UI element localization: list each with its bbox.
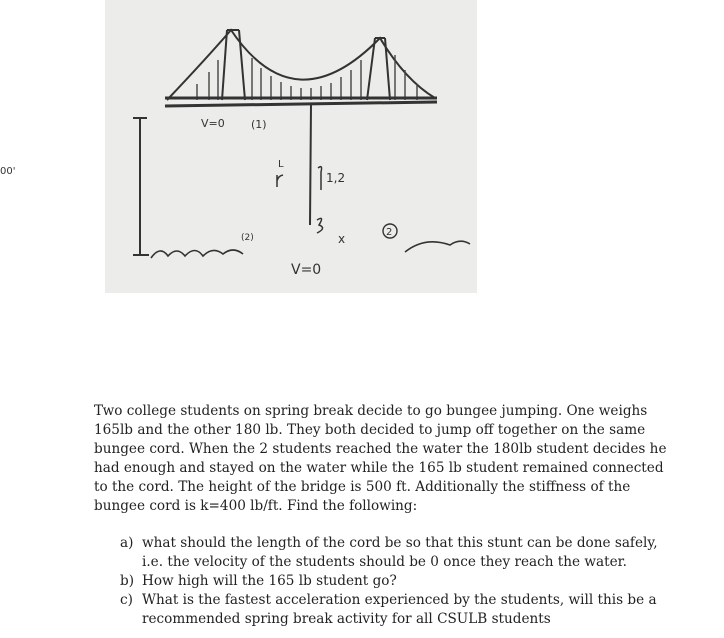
point-2-left-label: (2): [241, 233, 254, 243]
height-dimension-bracket: [133, 118, 149, 255]
stretch-label: x: [338, 232, 346, 246]
question-item-b: [120, 572, 694, 591]
cable-hangers: [197, 55, 417, 100]
bungee-cord: [310, 104, 311, 225]
problem-paragraph: [94, 402, 694, 517]
point-1-label: (1): [251, 118, 267, 131]
sketch-height-label: 00': [0, 166, 16, 177]
problem-line: bungee cord is k=400 lb/ft. Find the following:: [94, 498, 418, 515]
question-line: How high will the 165 lb student go?: [142, 572, 397, 589]
bridge-deck: [165, 98, 437, 106]
question-line: What is the fastest acceleration experienced by the students, will this be a: [142, 591, 657, 608]
problem-line: 165lb and the other 180 lb. They both decided to jump off together on the same: [94, 422, 646, 439]
question-line: recommended spring break activity for all CSULB students: [142, 610, 551, 627]
problem-statement: [94, 402, 694, 629]
top-velocity-label: V=0: [201, 117, 225, 130]
cord-length-mark: [277, 175, 283, 187]
question-item-c: [120, 591, 694, 629]
problem-line: to the cord. The height of the bridge is 500 ft. Additionally the stiffness of the: [94, 479, 631, 496]
question-list: [94, 534, 694, 629]
question-label: a): [120, 534, 134, 551]
point-2-right-label: 2: [386, 227, 393, 238]
stretch-brace: [317, 218, 323, 233]
bottom-velocity-label: V=0: [291, 262, 322, 278]
question-line: what should the length of the cord be so that this stunt can be done safely,: [142, 534, 658, 551]
cord-length-text: L: [278, 159, 284, 170]
left-tower: [222, 30, 245, 100]
problem-line: bungee cord. When the 2 students reached the water the 180lb student decides he: [94, 441, 667, 458]
question-item-a: [120, 534, 694, 572]
section-label: 1,2: [326, 171, 346, 185]
problem-line: Two college students on spring break decide to go bungee jumping. One weighs: [94, 403, 648, 419]
bridge-sketch-photo: [105, 0, 477, 293]
cord-brace: [318, 167, 322, 190]
question-label: b): [120, 572, 135, 589]
water-waves: [151, 241, 470, 258]
problem-line: had enough and stayed on the water while the 165 lb student remained connected: [94, 460, 664, 477]
question-label: c): [120, 591, 133, 608]
question-line: i.e. the velocity of the students should be 0 once they reach the water.: [142, 553, 627, 570]
